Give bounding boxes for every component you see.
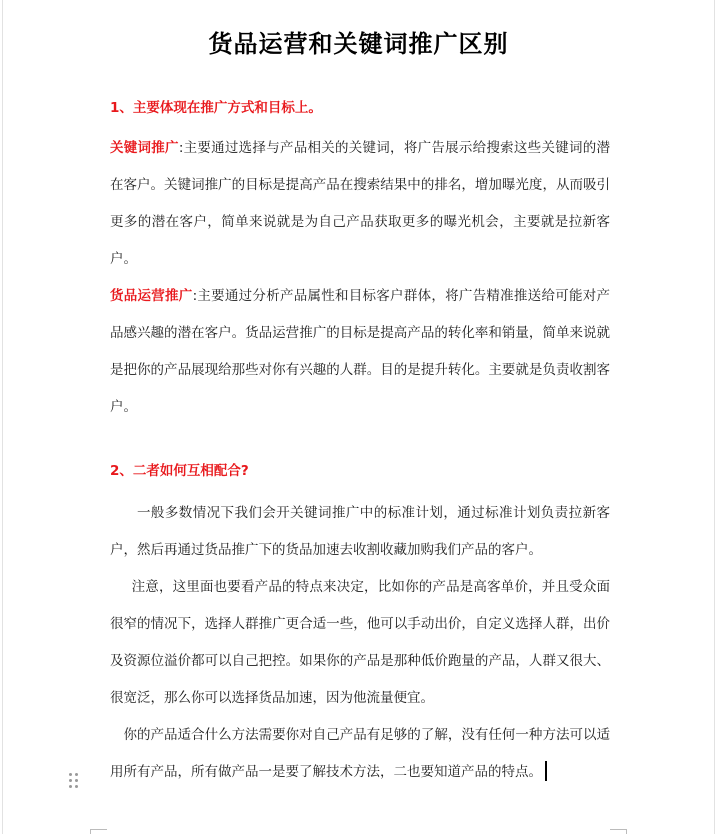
keyword-promotion-label: 关键词推广 — [110, 140, 179, 156]
goods-operation-text: :主要通过分析产品属性和目标客户群体，将广告精准推送给可能对产品感兴趣的潜在客户。货品运营推广的目标是提高产品的转化率和销量，简单来说就是把你的产品展现给那些对你有兴趣的人群。目的是提升转化。主要就是负责收割客户。 — [110, 288, 610, 415]
cooperation-paragraph-3-text: 你的产品适合什么方法需要你对自己产品有足够的了解，没有任何一种方法可以适用所有产品，所有做产品一是要了解技术方法，二也要知道产品的特点。 — [110, 727, 610, 780]
block-drag-handle-icon[interactable] — [69, 773, 79, 789]
section-2-heading[interactable]: 2、二者如何互相配合? — [110, 463, 249, 479]
section-1-heading[interactable]: 1、主要体现在推广方式和目标上。 — [110, 100, 322, 116]
cooperation-paragraph-1[interactable]: 一般多数情况下我们会开关键词推广中的标准计划，通过标准计划负责拉新客户，然后再通过货品推广下的货品加速去收割收藏加购我们产品的客户。 — [110, 505, 610, 558]
page-corner-mark-right — [610, 829, 627, 834]
cooperation-paragraph-2[interactable]: 注意，这里面也要看产品的特点来决定，比如你的产品是高客单价，并且受众面很窄的情况下，选择人群推广更合适一些，他可以手动出价，自定义选择人群，出价及资源位溢价都可以自己把控。如果你的产品是那种低价跑量的产品，人群又很大、很宽泛，那么你可以选择货品加速，因为他流量便宜。 — [110, 579, 610, 706]
document-body[interactable] — [110, 96, 610, 791]
keyword-promotion-paragraph[interactable] — [110, 130, 610, 278]
page-corner-mark-left — [90, 829, 107, 834]
text-cursor — [545, 761, 547, 781]
cooperation-paragraph-3[interactable] — [110, 717, 610, 791]
goods-operation-paragraph[interactable] — [110, 278, 610, 426]
goods-operation-label: 货品运营推广 — [110, 288, 193, 304]
page-left-edge — [2, 0, 3, 834]
keyword-promotion-text: :主要通过选择与产品相关的关键词，将广告展示给搜索这些关键词的潜在客户。关键词推广的目标是提高产品在搜索结果中的排名，增加曝光度，从而吸引更多的潜在客户，简单来说就是为自己产品获取更多的曝光机会，主要就是拉新客户。 — [110, 140, 610, 267]
page-right-edge — [714, 0, 715, 834]
document-title[interactable]: 货品运营和关键词推广区别 — [208, 30, 509, 58]
